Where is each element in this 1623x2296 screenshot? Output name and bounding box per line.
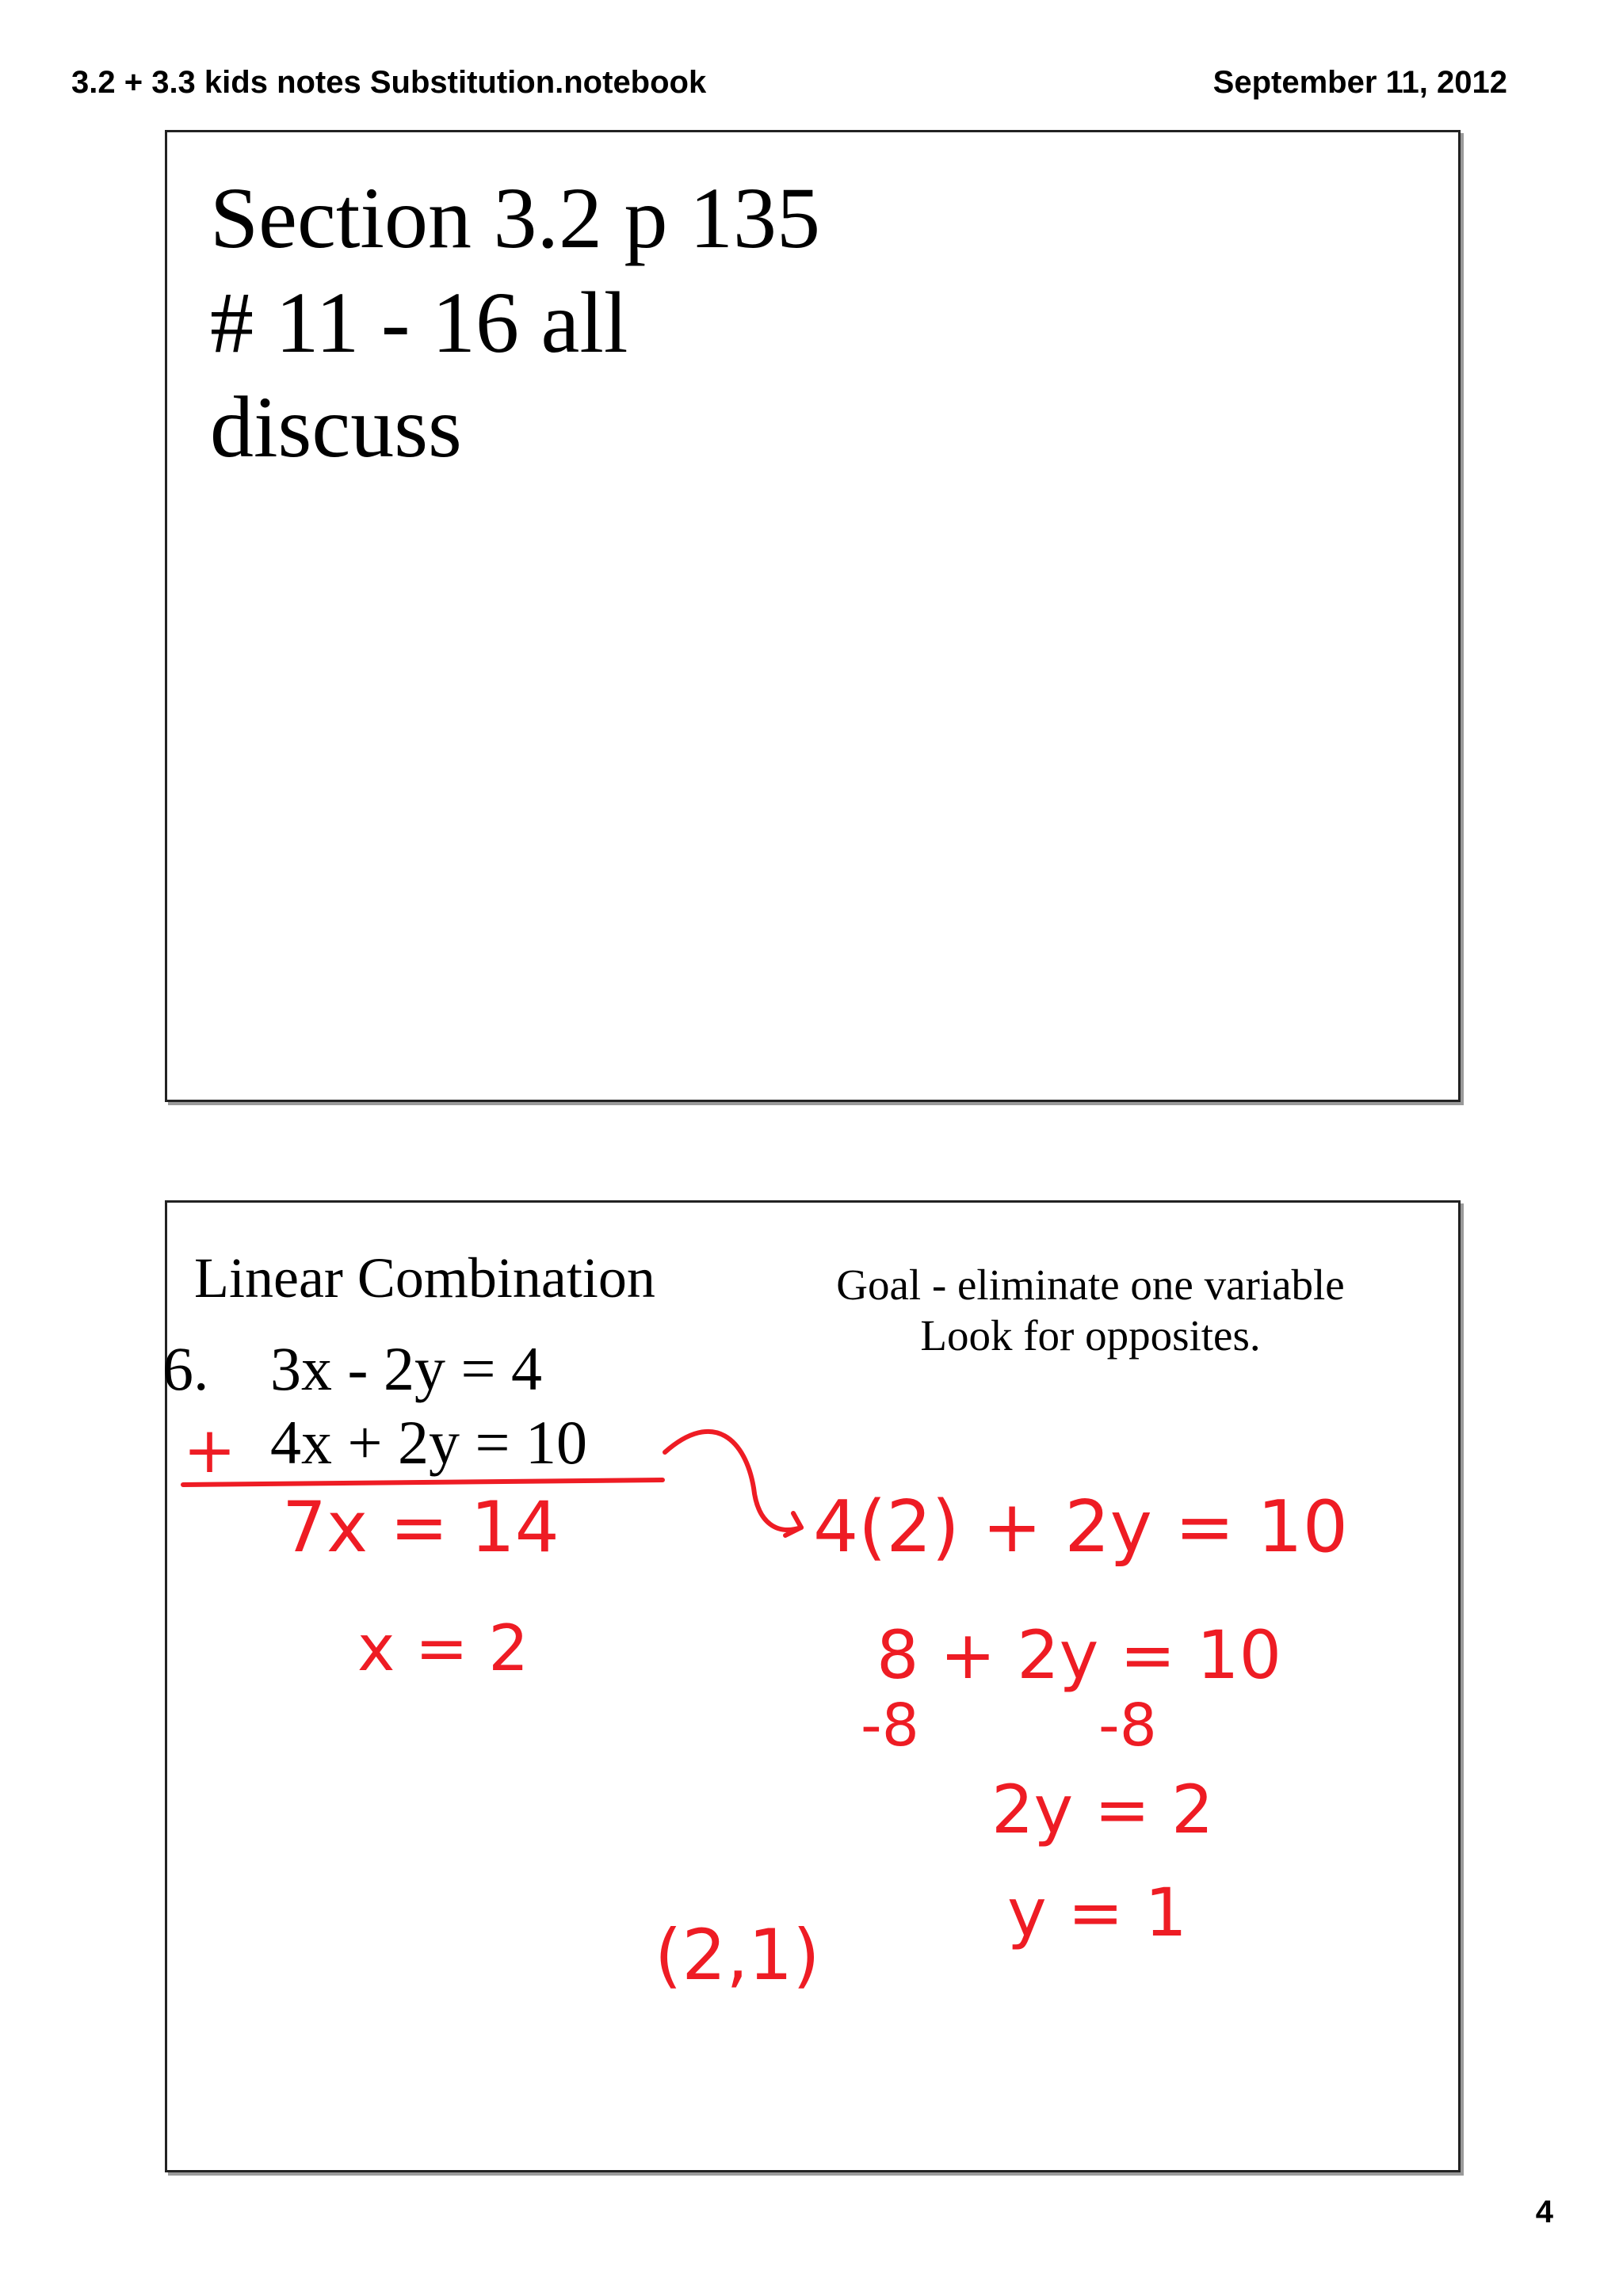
handwritten-two-y: 2y = 2	[991, 1771, 1214, 1848]
page-number: 4	[1535, 2195, 1553, 2229]
slide-title: Linear Combination	[194, 1246, 655, 1310]
handwritten-solution: (2,1)	[655, 1914, 820, 1996]
problem-number: 6.	[162, 1334, 209, 1403]
sum-underline	[183, 1480, 663, 1485]
equation-1: 3x - 2y = 4	[270, 1334, 542, 1403]
handwritten-x-value: x = 2	[357, 1611, 529, 1685]
goal-text: Look for opposites.	[920, 1311, 1261, 1360]
document-title: 3.2 + 3.3 kids notes Substitution.notebook	[71, 65, 707, 100]
slide-section-3-2	[165, 130, 1461, 1102]
handwritten-subtract: -8	[1098, 1691, 1157, 1760]
arrow-curve	[665, 1432, 801, 1530]
slide-heading-line: discuss	[210, 379, 462, 475]
handwritten-simplify: 8 + 2y = 10	[876, 1616, 1282, 1694]
slide-heading-line: # 11 - 16 all	[210, 274, 628, 371]
handwritten-sum: 7x = 14	[282, 1486, 559, 1568]
document-date: September 11, 2012	[1212, 65, 1507, 100]
handwritten-subtract: -8	[861, 1691, 919, 1760]
handwritten-y-value: y = 1	[1007, 1874, 1187, 1951]
arrow-head	[785, 1513, 801, 1535]
goal-text: Goal - eliminate one variable	[836, 1261, 1345, 1309]
handwritten-work	[167, 1203, 1463, 2175]
slide-heading-line: Section 3.2 p 135	[210, 170, 820, 266]
equation-2: 4x + 2y = 10	[270, 1408, 587, 1477]
handwritten-plus: +	[183, 1413, 237, 1487]
slide-linear-combination	[162, 1200, 1461, 2172]
handwritten-substitution: 4(2) + 2y = 10	[813, 1486, 1349, 1569]
